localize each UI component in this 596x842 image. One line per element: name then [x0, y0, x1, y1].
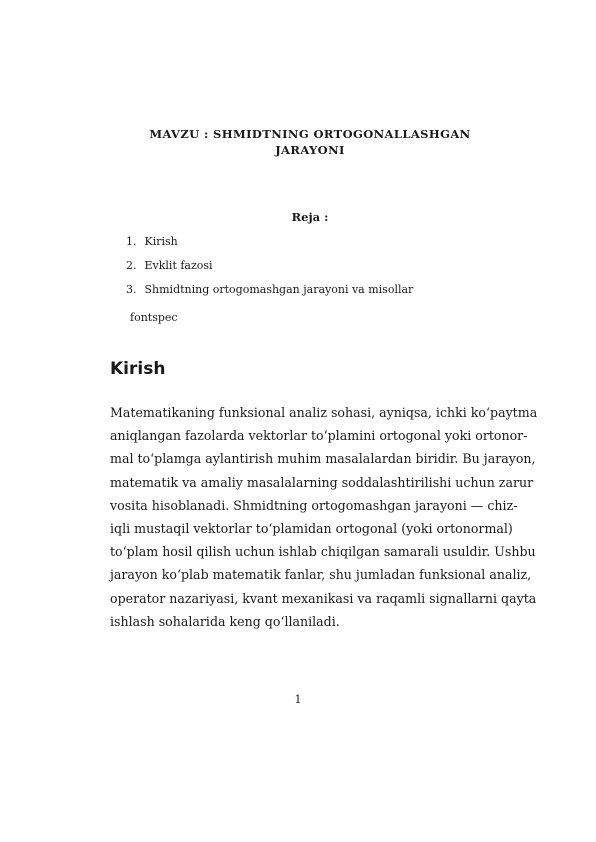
plan-item-label: Shmidtning ortogomashgan jarayoni va misollar	[144, 283, 414, 296]
section-body-paragraph	[110, 401, 538, 633]
plan-item	[126, 235, 413, 259]
paragraph-line: operator nazariyasi, kvant mexanikasi va raqamli signallarni qayta	[110, 590, 537, 606]
plan-item-number: 3.	[126, 283, 137, 296]
paragraph-line: Matematikaning funksional analiz sohasi, ayniqsa, ichki ko‘paytma	[110, 405, 538, 420]
stray-fontspec-text: fontspec	[130, 311, 178, 324]
paragraph-line: vosita hisoblanadi. Shmidtning ortogomashgan jarayoni — chiz-	[110, 497, 518, 513]
paragraph-line: matematik va amaliy masalalarning soddalashtirilishi uchun zarur	[110, 474, 534, 490]
plan-item-number: 1.	[126, 235, 137, 248]
paragraph-line: jarayon ko‘plab matematik fanlar, shu jumladan funksional analiz,	[110, 567, 532, 583]
document-title	[110, 126, 510, 158]
paragraph-line: ishlash sohalarida keng qo‘llaniladi.	[110, 613, 340, 629]
document-title-line-2: JARAYONI	[275, 143, 345, 157]
section-heading: Kirish	[110, 359, 166, 379]
paragraph-line: to‘plam hosil qilish uchun ishlab chiqilgan samarali usuldir. Ushbu	[110, 544, 536, 560]
plan-item	[126, 259, 413, 283]
plan-item-label: Evklit fazosi	[144, 259, 213, 272]
plan-item-label: Kirish	[144, 235, 178, 248]
document-title-line-1: MAVZU : SHMIDTNING ORTOGONALLASHGAN	[149, 127, 471, 141]
paragraph-line: iqli mustaqil vektorlar to‘plamidan ortogonal (yoki ortonormal)	[110, 521, 513, 537]
paragraph-line: mal to‘plamga aylantirish muhim masalalardan biridir. Bu jarayon,	[110, 451, 536, 467]
plan-list	[126, 235, 413, 307]
plan-heading: Reja :	[291, 210, 329, 224]
plan-item	[126, 283, 413, 307]
plan-item-number: 2.	[126, 259, 137, 272]
page-number: 1	[294, 693, 302, 706]
paragraph-line: aniqlangan fazolarda vektorlar to‘plamini ortogonal yoki ortonor-	[110, 428, 528, 444]
